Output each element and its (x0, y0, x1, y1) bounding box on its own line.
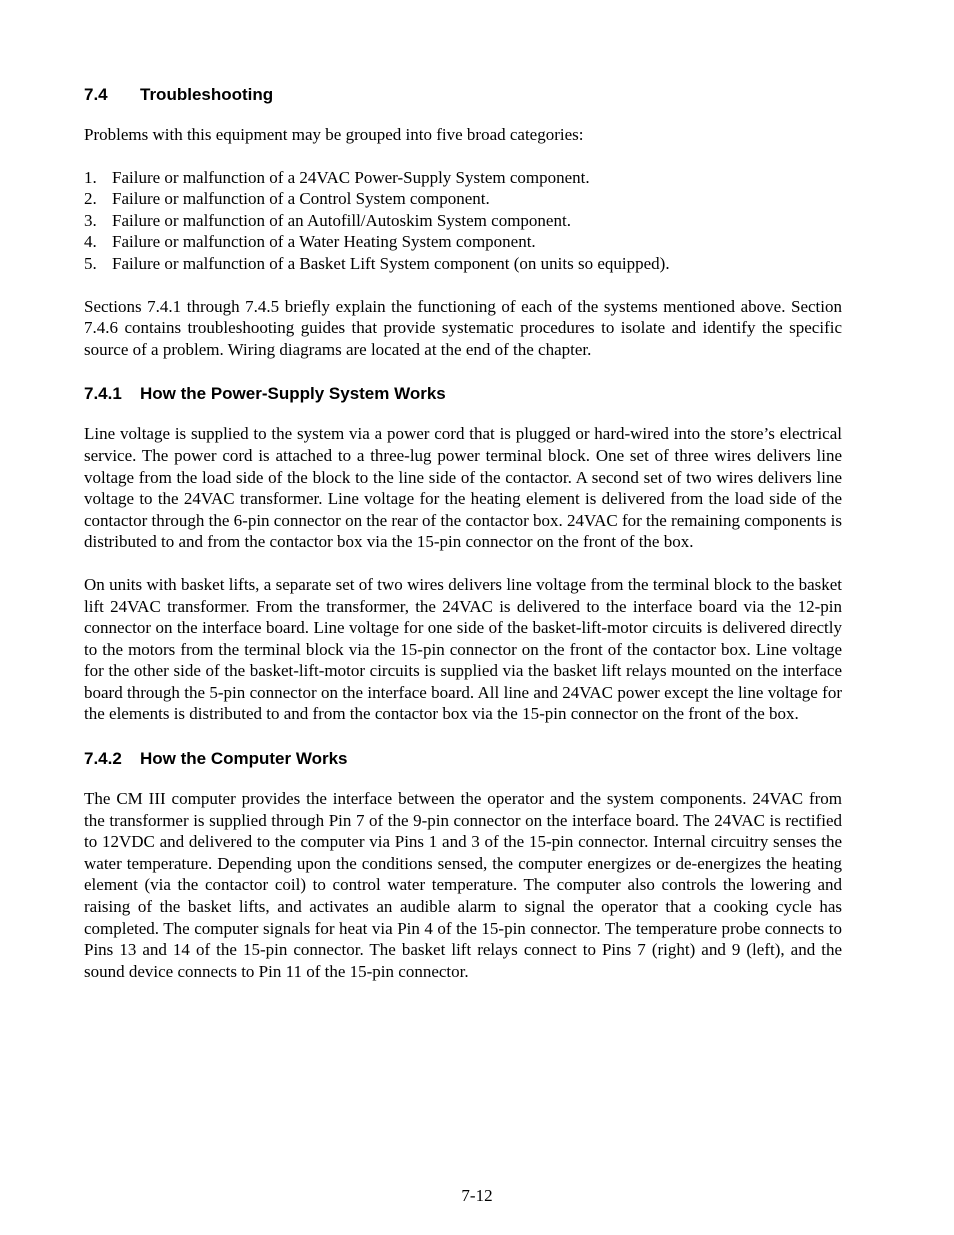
list-item (84, 210, 842, 232)
computer-paragraph: The CM III computer provides the interface between the operator and the system components. 24VAC from the transformer is supplied through Pin 7 of the 9-pin connector on the interface board. The 24VAC is rectified to 12VDC and delivered to the computer via Pins 1 and 3 of the 15-pin connector. Internal circuitry senses the water temperature. Depending upon the conditions sensed, the computer energizes or de-energizes the heating element (via the contactor coil) to control water temperature. The computer also controls the lowering and raising of the basket lifts, and activates an audible alarm to signal the operator that a cooking cycle has completed. The computer signals for heat via Pin 4 of the 15-pin connector. The temperature probe connects to Pins 13 and 14 of the 15-pin connector. The basket lift relays connect to Pins 7 (right) and 9 (left), and the sound device connects to Pin 11 of the 15-pin connector. (84, 789, 842, 981)
list-marker: 1. (84, 167, 97, 187)
section-number: 7.4.1 (84, 384, 122, 404)
list-item-text: Failure or malfunction of a Basket Lift System component (on units so equipped). (112, 253, 670, 273)
intro-paragraph: Problems with this equipment may be grouped into five broad categories: (84, 125, 584, 144)
list-item (84, 253, 842, 275)
sections-overview-paragraph: Sections 7.4.1 through 7.4.5 briefly explain the functioning of each of the systems mentioned above. Section 7.4.6 contains troubleshooting guides that provide systematic procedures to isolate and identify the specific source of a problem. Wiring diagrams are located at the end of the chapter. (84, 296, 842, 359)
list-marker: 3. (84, 210, 97, 230)
section-title: How the Computer Works (140, 749, 348, 769)
list-marker: 2. (84, 189, 97, 209)
list-item-text: Failure or malfunction of a Control System component. (112, 189, 490, 209)
section-heading-7-4-2 (84, 746, 842, 772)
list-item (84, 188, 842, 210)
list-item-text: Failure or malfunction of a 24VAC Power-Supply System component. (112, 167, 590, 187)
problem-categories-list (84, 167, 842, 275)
list-marker: 5. (84, 253, 97, 273)
page-number: 7-12 (461, 1186, 493, 1205)
list-item-text: Failure or malfunction of an Autofill/Autoskim System component. (112, 210, 571, 230)
list-item (84, 231, 842, 253)
power-supply-paragraph-1: Line voltage is supplied to the system via a power cord that is plugged or hard-wired into the store’s electrical service. The power cord is attached to a three-lug power terminal block. One set of three wires delivers line voltage from the load side of the block to the line side of the contactor. A second set of two wires delivers line voltage to the 24VAC transformer. Line voltage for the heating element is delivered from the load side of the contactor through the 6-pin connector on the rear of the contactor box. 24VAC for the remaining components is distributed to and from the contactor box via the 15-pin connector on the front of the box. (84, 424, 842, 552)
list-marker: 4. (84, 232, 97, 252)
list-item-text: Failure or malfunction of a Water Heating System component. (112, 232, 536, 252)
section-number: 7.4.2 (84, 749, 122, 769)
document-page (84, 82, 842, 1003)
section-heading-7-4 (84, 82, 842, 108)
list-item (84, 167, 842, 189)
power-supply-paragraph-2: On units with basket lifts, a separate set of two wires delivers line voltage from the terminal block to the basket lift 24VAC transformer. From the transformer, the 24VAC is delivered to the interface board via the 12-pin connector on the interface board. Line voltage for one side of the basket-lift-motor circuits is delivered directly to the motors from the terminal block via the 15-pin connector on the front of the contactor box. Line voltage for the other side of the basket-lift-motor circuits is supplied via the basket lift relays mounted on the interface board through the 5-pin connector on the interface board. All line and 24VAC power except the line voltage for the elements is distributed to and from the contactor box via the 15-pin connector on the front of the box. (84, 574, 842, 724)
section-heading-7-4-1 (84, 381, 842, 407)
section-title: How the Power-Supply System Works (140, 384, 446, 404)
section-title: Troubleshooting (140, 85, 274, 104)
section-number: 7.4 (84, 85, 108, 104)
